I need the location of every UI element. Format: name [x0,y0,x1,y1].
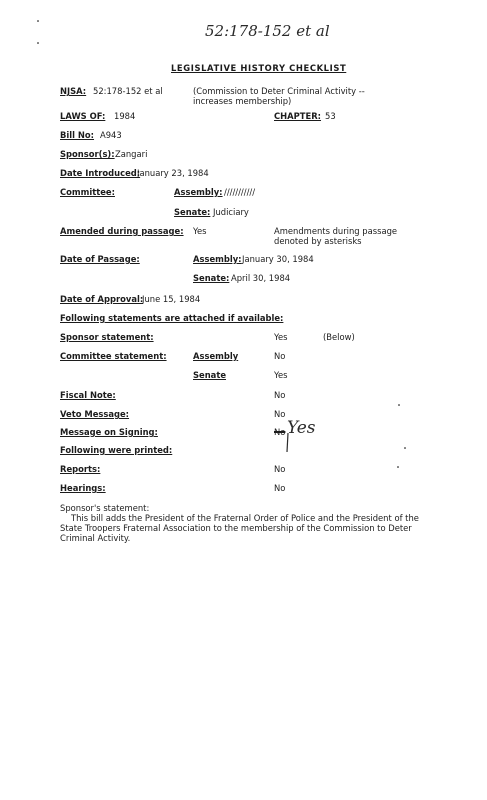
passage-senate-label: Senate: [193,273,230,283]
amended-note: Amendments during passage denoted by asterisks [274,226,398,247]
njsa-description: (Commission to Deter Criminal Activity -- increases membership) [193,86,365,107]
approval-value: June 15, 1984 [142,294,201,304]
passage-senate-value: April 30, 1984 [231,273,291,283]
scan-speck [37,42,39,44]
sponsors-label: Sponsor(s): [60,149,115,159]
scan-speck [37,20,39,22]
chapter-label: CHAPTER: [274,111,322,121]
njsa-label: NJSA: [60,86,87,96]
page-title: LEGISLATIVE HISTORY CHECKLIST [171,63,347,73]
njsa-value: 52:178-152 et al [93,86,163,96]
committee-statement-senate-value: Yes [274,370,288,380]
chapter-value: 53 [325,111,336,121]
sponsor-statement-value: Yes [274,332,288,342]
committee-assembly-value: /////////// [224,187,256,197]
printed-header: Following were printed: [60,445,173,455]
approval-label: Date of Approval: [60,294,144,304]
committee-senate-value: Judiciary [213,207,249,217]
committee-label: Committee: [60,187,115,197]
statement-heading: Sponsor's statement: [60,503,150,513]
passage-assembly-label: Assembly: [193,254,242,264]
sponsors-value: Zangari [115,149,148,159]
scan-speck [398,404,400,406]
laws-of-value: 1984 [114,111,136,121]
amended-label: Amended during passage: [60,226,184,236]
committee-statement-label: Committee statement: [60,351,167,361]
attached-header: Following statements are attached if available: [60,313,284,323]
handwritten-citation: 52:178-152 et al [205,22,330,40]
committee-statement-assembly-value: No [274,351,286,361]
laws-of-label: LAWS OF: [60,111,106,121]
veto-message-label: Veto Message: [60,409,130,419]
bill-no-label: Bill No: [60,130,95,140]
scan-speck [404,447,406,449]
message-signing-handwritten: Yes [287,418,316,438]
hearings-label: Hearings: [60,483,106,493]
sponsor-statement-note: (Below) [323,332,355,342]
passage-label: Date of Passage: [60,254,140,264]
passage-assembly-value: January 30, 1984 [242,254,314,264]
hearings-value: No [274,483,286,493]
committee-senate-label: Senate: [174,207,211,217]
committee-assembly-label: Assembly: [174,187,223,197]
date-introduced-value: January 23, 1984 [137,168,209,178]
veto-message-value: No [274,409,286,419]
reports-label: Reports: [60,464,101,474]
scan-speck [397,466,399,468]
date-introduced-label: Date Introduced: [60,168,141,178]
handwritten-stroke [285,432,291,454]
committee-statement-senate-label: Senate [193,370,227,380]
message-signing-struck-value: No [274,427,286,437]
bill-no-value: A943 [100,130,122,140]
sponsor-statement-label: Sponsor statement: [60,332,154,342]
committee-statement-assembly-label: Assembly [193,351,239,361]
message-signing-label: Message on Signing: [60,427,158,437]
statement-body: This bill adds the President of the Fraternal Order of Police and the President of the State Troopers Fraternal Association to the membership of the Commission to Deter Criminal Activity. [60,513,419,544]
fiscal-note-value: No [274,390,286,400]
reports-value: No [274,464,286,474]
amended-value: Yes [193,226,207,236]
fiscal-note-label: Fiscal Note: [60,390,116,400]
